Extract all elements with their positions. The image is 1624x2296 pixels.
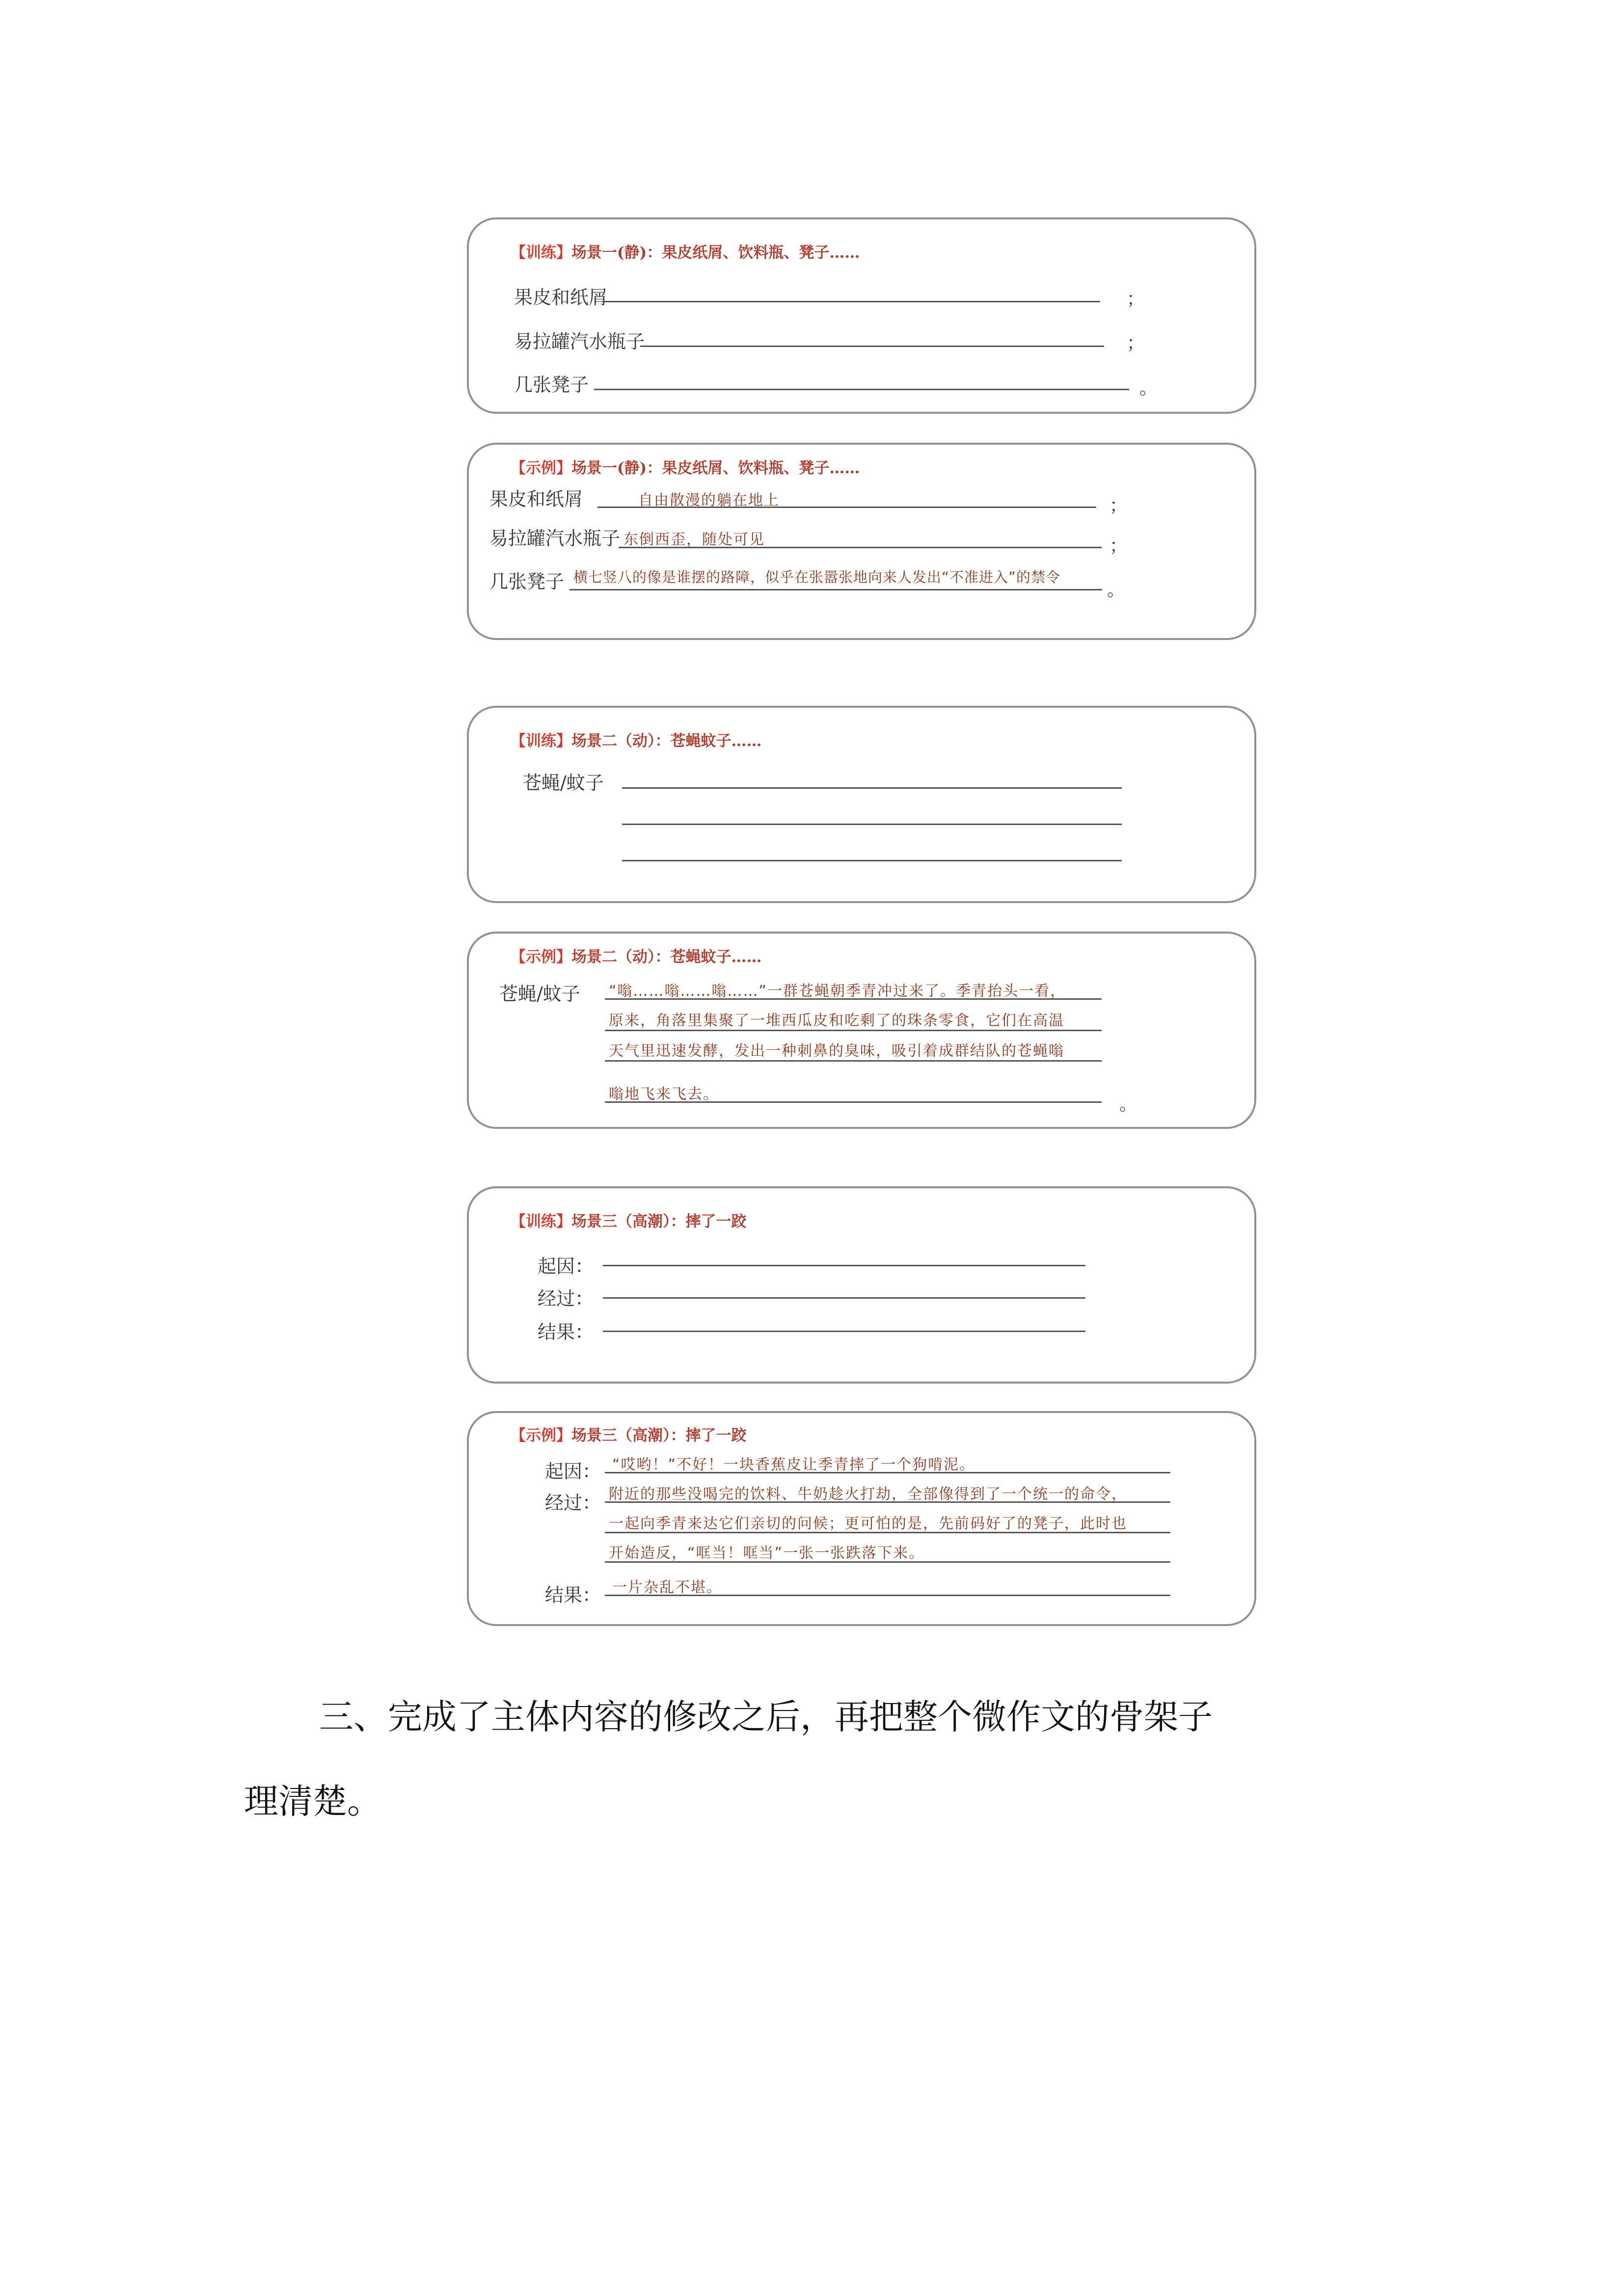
- answer-line[interactable]: [603, 1297, 1085, 1299]
- card-header: [511, 1209, 747, 1231]
- example-answer-line: 开始造反，“哐当！哐当”一张一张跌落下来。: [609, 1545, 925, 1562]
- example-card-scene-3: [467, 1411, 1256, 1626]
- answer-line: [605, 1030, 1102, 1031]
- row-label: 几张凳子: [514, 374, 589, 396]
- answer-line: [605, 1060, 1102, 1062]
- answer-line: [619, 547, 1102, 548]
- row-label: 果皮和纸屑: [489, 488, 583, 510]
- instruction-paragraph-line-2: 理清楚。: [244, 1781, 381, 1821]
- training-card-scene-3: [467, 1186, 1256, 1384]
- row-label: 起因：: [545, 1461, 601, 1482]
- answer-line: [605, 1561, 1170, 1563]
- header-title: 场景三（高潮）：摔了一跤: [571, 1427, 747, 1444]
- card-header: [511, 1423, 747, 1445]
- header-tag: 【训练】: [511, 1213, 571, 1230]
- header-tag: 【训练】: [511, 244, 571, 262]
- header-title: 场景一(静)：果皮纸屑、饮料瓶、凳子……: [571, 459, 860, 477]
- example-card-scene-2: [467, 932, 1256, 1129]
- answer-line[interactable]: [603, 1331, 1085, 1332]
- row-end: ；: [1127, 289, 1145, 309]
- row-end: 。: [1139, 378, 1158, 399]
- header-tag: 【示例】: [511, 459, 571, 477]
- answer-line: [605, 1101, 1102, 1103]
- row-label: 苍蝇/蚊子: [523, 772, 604, 794]
- example-answer-line: 一起向季青来达它们亲切的问候；更可怕的是，先前码好了的凳子，此时也: [609, 1515, 1127, 1532]
- header-tag: 【示例】: [511, 1427, 571, 1444]
- row-label: 易拉罐汽水瓶子: [489, 528, 621, 549]
- answer-line[interactable]: [602, 301, 1100, 302]
- example-answer-line: 附近的那些没喝完的饮料、牛奶趁火打劫，全部像得到了一个统一的命令，: [609, 1486, 1127, 1503]
- example-answer: 横七竖八的像是谁摆的路障，似乎在张嚣张地向来人发出“不准进入”的禁令: [573, 569, 1061, 586]
- training-card-scene-2: [467, 706, 1256, 903]
- row-label: 几张凳子: [489, 571, 565, 592]
- row-label: 经过：: [538, 1288, 594, 1309]
- answer-line: [605, 1532, 1170, 1533]
- card-header: [511, 944, 762, 966]
- header-title: 场景二（动）：苍蝇蚊子……: [571, 948, 762, 966]
- answer-line: [605, 998, 1102, 1000]
- row-end: ；: [1127, 333, 1145, 353]
- answer-line: [605, 1595, 1170, 1596]
- row-label: 经过：: [545, 1492, 601, 1514]
- training-card-scene-1: [467, 217, 1256, 414]
- answer-line[interactable]: [622, 860, 1122, 861]
- answer-line[interactable]: [622, 824, 1122, 825]
- answer-line[interactable]: [640, 346, 1104, 347]
- row-label: 果皮和纸屑: [514, 287, 608, 308]
- example-card-scene-1: [467, 443, 1256, 640]
- row-end: ；: [1110, 536, 1128, 556]
- example-answer-line: 天气里迅速发酵，发出一种刺鼻的臭味，吸引着成群结队的苍蝇嗡: [609, 1042, 1064, 1060]
- example-answer: “哎哟！”不好！一块香蕉皮让季青摔了一个狗啃泥。: [612, 1456, 975, 1473]
- row-label: 结果：: [538, 1321, 594, 1343]
- instruction-paragraph-line-1: 三、完成了主体内容的修改之后，再把整个微作文的骨架子: [319, 1697, 1213, 1737]
- answer-line: [605, 1472, 1170, 1473]
- example-answer-line: “嗡……嗡……嗡……”一群苍蝇朝季青冲过来了。季青抬头一看，: [609, 983, 1066, 1000]
- header-tag: 【训练】: [511, 732, 571, 750]
- answer-line: [569, 589, 1102, 590]
- row-label: 苍蝇/蚊子: [499, 983, 580, 1005]
- answer-line: [597, 507, 1096, 508]
- header-title: 场景二（动）：苍蝇蚊子……: [571, 732, 762, 750]
- answer-line: [605, 1501, 1170, 1503]
- row-end: 。: [1107, 580, 1125, 600]
- answer-line[interactable]: [594, 389, 1129, 390]
- row-label: 易拉罐汽水瓶子: [514, 331, 645, 352]
- row-label: 起因：: [538, 1255, 594, 1277]
- row-end: 。: [1119, 1095, 1137, 1115]
- example-answer: 东倒西歪，随处可见: [623, 531, 765, 548]
- card-header: [511, 728, 762, 750]
- answer-line[interactable]: [622, 787, 1122, 789]
- row-label: 结果：: [545, 1584, 601, 1606]
- row-end: ；: [1110, 496, 1128, 516]
- card-header: [511, 455, 860, 478]
- example-answer-line: 原来，角落里集聚了一堆西瓜皮和吃剩了的珠条零食，它们在高温: [609, 1012, 1064, 1029]
- header-title: 场景一(静)：果皮纸屑、饮料瓶、凳子……: [571, 244, 860, 262]
- card-header: [511, 240, 860, 262]
- header-tag: 【示例】: [511, 948, 571, 966]
- example-answer-line: 嗡地飞来飞去。: [609, 1086, 719, 1103]
- answer-line[interactable]: [603, 1265, 1085, 1266]
- example-answer: 一片杂乱不堪。: [612, 1579, 722, 1596]
- header-title: 场景三（高潮）：摔了一跤: [571, 1213, 747, 1230]
- example-answer: 自由散漫的躺在地上: [638, 492, 780, 509]
